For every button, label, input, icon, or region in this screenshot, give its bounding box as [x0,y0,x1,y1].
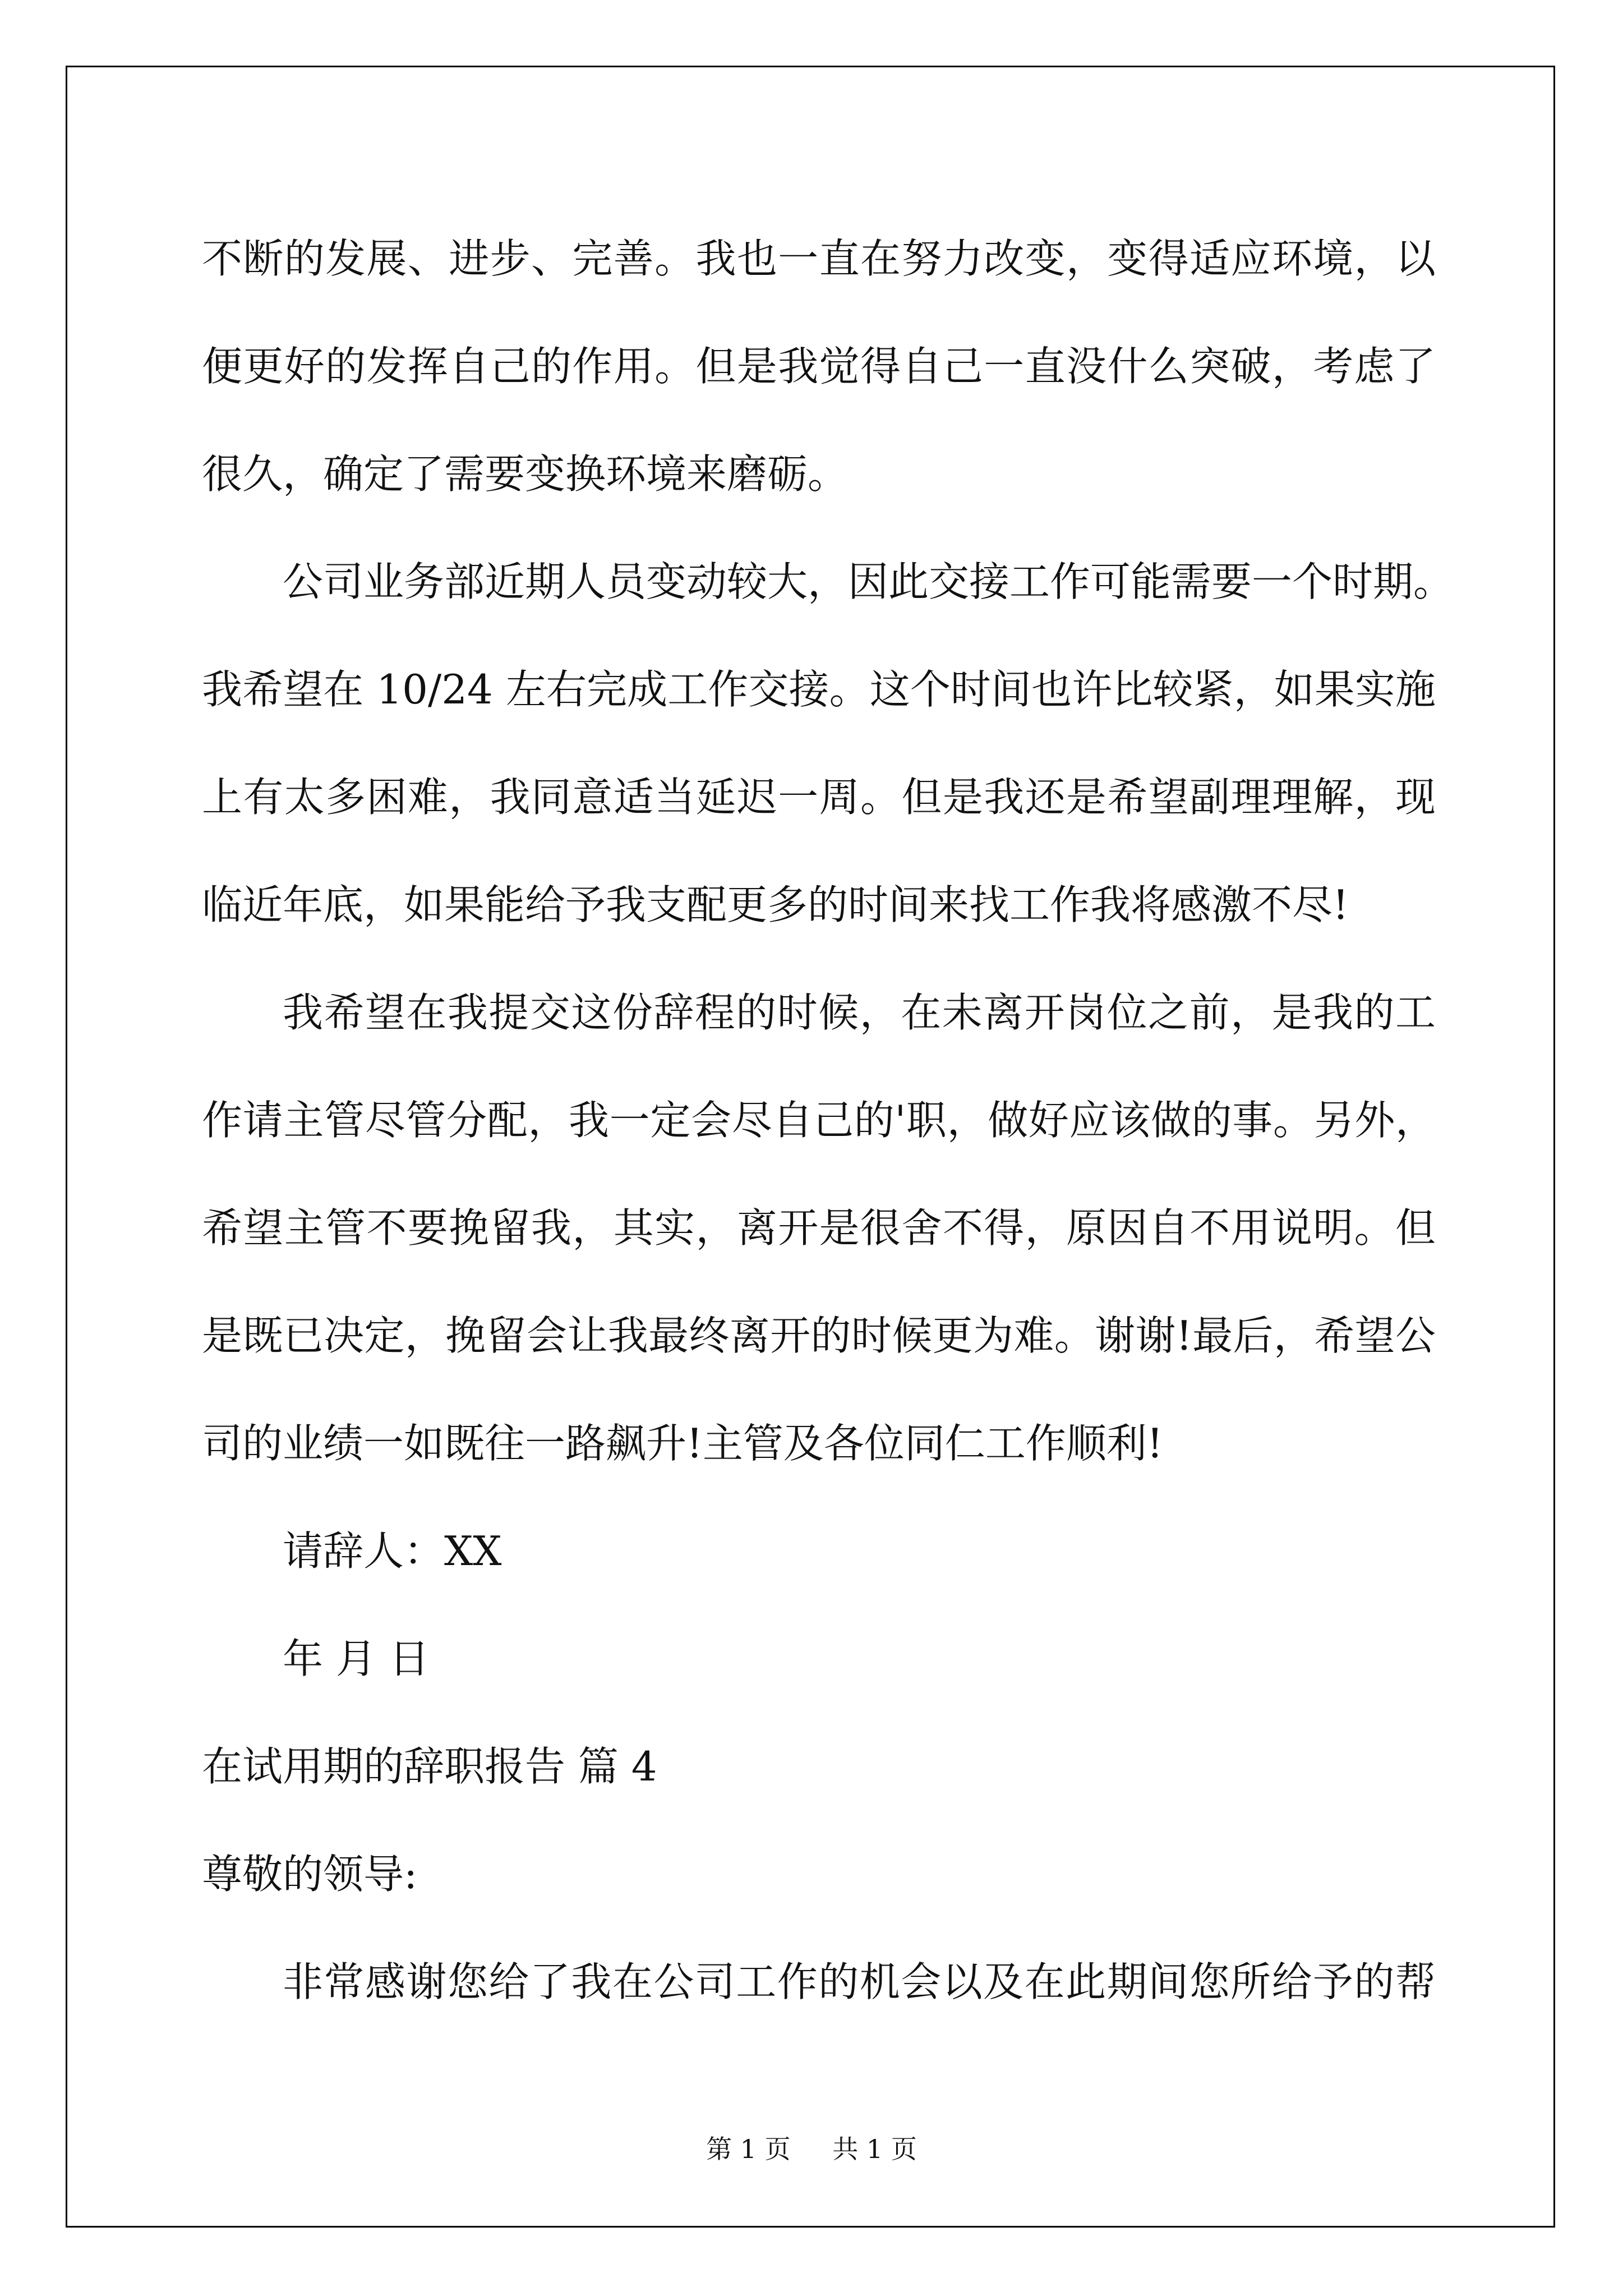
page-total: 共 1 页 [832,2134,917,2164]
document-body [202,205,1454,2036]
text-line: 上有太多困难，我同意适当延迟一周。但是我还是希望副理理解，现 [202,774,1436,821]
text-line: 公司业务部近期人员变动较大，因此交接工作可能需要一个时期。 [283,558,1454,605]
text-line: 很久，确定了需要变换环境来磨砺。 [202,450,849,498]
text-line: 尊敬的领导: [202,1851,418,1898]
text-line: 我希望在我提交这份辞程的时候，在未离开岗位之前，是我的工 [283,989,1436,1036]
text-line: 请辞人：XX [283,1527,502,1575]
text-line: 在试用期的辞职报告 篇 4 [202,1743,657,1790]
text-line: 非常感谢您给了我在公司工作的机会以及在此期间您所给予的帮 [283,1958,1436,2005]
text-line: 司的业绩一如既往一路飙升!主管及各位同仁工作顺利! [202,1420,1163,1467]
text-line: 不断的发展、进步、完善。我也一直在努力改变，变得适应环境，以 [202,235,1436,282]
text-line: 作请主管尽管分配，我一定会尽自己的'职，做好应该做的事。另外， [202,1097,1436,1144]
text-line: 年 月 日 [283,1635,430,1682]
page-footer [0,2129,1623,2166]
page-number: 第 1 页 [706,2134,791,2164]
text-line: 便更好的发挥自己的作用。但是我觉得自己一直没什么突破，考虑了 [202,343,1436,390]
text-line: 是既已决定，挽留会让我最终离开的时候更为难。谢谢!最后，希望公 [202,1312,1436,1359]
text-line: 临近年底，如果能给予我支配更多的时间来找工作我将感激不尽! [202,881,1349,928]
text-line: 我希望在 10/24 左右完成工作交接。这个时间也许比较紧，如果实施 [202,666,1436,713]
text-line: 希望主管不要挽留我，其实，离开是很舍不得，原因自不用说明。但 [202,1204,1436,1251]
